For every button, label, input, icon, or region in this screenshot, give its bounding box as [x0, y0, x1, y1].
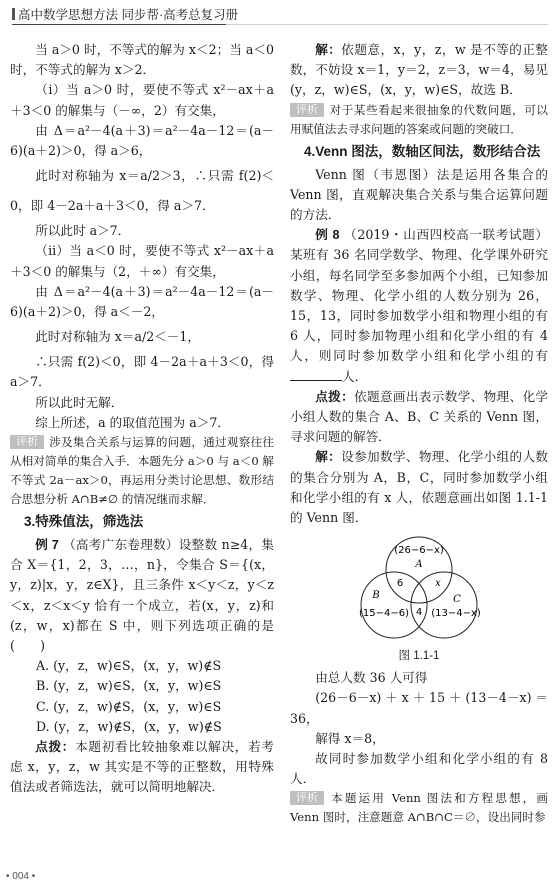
hint-8	[290, 387, 548, 448]
left-line-4: 此时对称轴为 x＝a/2＞3，∴只需 f(2)＜0，即 4－2a＋a＋3＜0，得 a＞7．	[10, 168, 274, 214]
conclusion: 故同时参加数学小组和化学小组的有 8 人．	[290, 751, 548, 787]
option-b: B. (y，z，w)∈S，(x，y，w)∈S	[36, 678, 222, 694]
example-8	[290, 225, 548, 387]
left-line-9: ∴只需 f(2)＜0，即 4－2a＋a＋3＜0，得 a＞7．	[10, 354, 274, 390]
solution-8	[290, 447, 548, 528]
running-header	[12, 6, 239, 25]
left-line-3: 由 Δ＝a²－4(a＋3)＝a²－4a－12＝(a－6)(a＋2)＞0，得 a＞6，	[10, 122, 274, 159]
hint-7-text: 本题初看比较抽象难以解决，若考虑 x，y，z，w 其实是不等的正整数，用特殊值法或者筛选法，就可以简明地解决．	[10, 739, 275, 795]
calc-line-1: 由总人数 36 人可得	[315, 670, 428, 686]
example-8-text: 某班有 36 名同学数学、物理、化学课外研究小组，每名同学至多参加两个小组，已知参加数学、物理、化学小组的人数分别为 26，15，13，同时参加数学小组和物理小组的有 6 人，同时参加物理小组和化学小组的有 4 人，则同时参加数学小组和化学小组的有	[290, 247, 548, 364]
left-column	[10, 40, 274, 798]
ab-count-label: 6	[396, 578, 404, 590]
left-line-5: 所以此时 a＞7．	[35, 223, 131, 239]
b-name-label: B	[372, 590, 380, 602]
analysis-tag: 评析	[10, 435, 44, 449]
header-rule	[226, 24, 548, 25]
solution-8-text: 设参加数学、物理、化学小组的人数的集合分别为 A，B，C，同时参加数学小组和化学小组的有 x 人，依题意画出如图 1.1-1 的 Venn 图．	[290, 449, 549, 526]
left-line-6: （ⅱ）当 a＜0 时，要使不等式 x²－ax＋a＋3＜0 的解集与（2，＋∞）有交集，	[10, 243, 274, 279]
header-title: 高中数学思想方法 同步帮·高考总复习册	[18, 8, 239, 22]
hint-8-label: 点拨：	[315, 389, 355, 404]
right-analysis-2	[290, 789, 548, 827]
calc-line-3: 解得 x＝8，	[315, 730, 385, 746]
circle-c	[411, 572, 477, 638]
circle-b	[358, 572, 427, 638]
analysis-text-3: 本题运用 Venn 图法和方程思想，画 Venn 图时，注意题意 A∩B∩C＝∅，设出同时参	[290, 791, 548, 825]
answer-blank	[290, 368, 342, 381]
c-count-label: (13−4−x)	[431, 608, 481, 620]
solution-7-label: 解：	[315, 43, 342, 57]
solution-8-label: 解：	[315, 450, 342, 465]
left-line-7: 由 Δ＝a²－4(a＋3)＝a²－4a－12＝(a－6)(a＋2)＞0，得 a＜－2，	[10, 283, 274, 320]
right-column	[290, 40, 548, 827]
example-7-source: （高考广东卷理数）	[63, 537, 179, 553]
hint-7	[10, 737, 274, 798]
bc-count-label: 4	[415, 607, 423, 619]
solution-7-text: 依题意，x，y，z，w 是不等的正整数，不妨设 x＝1，y＝2，z＝3，w＝4，易见(y，z，w)∈S，(x，y，w)∈S，故选 B．	[290, 42, 548, 98]
left-line-1: 当 a＞0 时，不等式的解为 x＜2；当 a＜0 时，不等式的解为 x＞2．	[10, 42, 274, 78]
example-8-label: 例 8	[315, 228, 340, 243]
solution-7	[290, 40, 548, 101]
hint-8-text: 依题意画出表示数学、物理、化学小组人数的集合 A、B、C 关系的 Venn 图，寻求问题的解答．	[290, 388, 549, 445]
venn-intro: Venn 图（韦恩图）法是运用各集合的 Venn 图，直观解决集合关系与集合运算问题的方法．	[290, 166, 548, 223]
option-d: D. (y，z，w)∉S，(x，y，w)∉S	[36, 718, 222, 734]
calc-line-2: (26－6－x)＋x＋15＋(13－4－x)＝36，	[290, 690, 548, 726]
ac-count-label: x	[435, 578, 441, 590]
analysis-tag-2: 评析	[290, 103, 324, 117]
header-bar-icon	[12, 8, 15, 20]
option-a: A. (y，z，w)∈S，(x，y，w)∉S	[36, 658, 222, 674]
left-line-10: 所以此时无解．	[35, 394, 124, 410]
analysis-text: 涉及集合关系与运算的问题，通过观察往往从相对简单的集合入手．本题先分 a＞0 与 a＜0 解不等式 2a－ax＞0，再运用分类讨论思想、数形结合思想分析 A∩B≠∅ 的情况继而求解．	[10, 435, 274, 507]
venn-diagram	[344, 534, 494, 646]
figure-caption: 图 1.1-1	[398, 650, 440, 663]
section-3-heading: 3.特殊值法，筛选法	[24, 514, 144, 530]
analysis-tag-3: 评析	[290, 791, 324, 805]
a-count-label: (26−6−x)	[394, 545, 444, 557]
page-number: • 004 •	[6, 871, 36, 882]
hint-7-label: 点拨：	[35, 740, 76, 755]
a-name-label: A	[415, 559, 423, 571]
b-count-label: (15−4−6)	[358, 608, 410, 620]
right-analysis	[290, 101, 548, 139]
option-c: C. (y，z，w)∉S，(x，y，w)∈S	[36, 698, 222, 714]
example-7	[10, 535, 274, 656]
section-4-heading: 4.Venn 图法，数轴区间法，数形结合法	[304, 143, 541, 159]
c-name-label: C	[453, 594, 461, 606]
example-8-source: （2019・山西四校高一联考试题）	[344, 227, 548, 243]
left-analysis	[10, 433, 274, 509]
left-line-11: 综上所述，a 的取值范围为 a＞7．	[35, 414, 230, 430]
example-7-label: 例 7	[35, 538, 59, 553]
analysis-text-2: 对于某些看起来很抽象的代数问题，可以用赋值法去寻求问题的答案或问题的突破口．	[290, 102, 548, 136]
example-7-text: 设整数 n≥4，集合 X＝{1，2，3，…，n}，令集合 S＝{(x，y，z)|x，y，z∈X}，且三条件 x＜y＜z，y＜z＜x，z＜x＜y 恰有一个成立，若(x，y，z)和(z，w，x)都在 S 中，则下列选项正确的是( )	[10, 537, 274, 654]
left-line-8: 此时对称轴为 x＝a/2＜－1，	[35, 329, 201, 345]
example-8-tail: 人．	[342, 368, 368, 384]
left-line-2: （ⅰ）当 a＞0 时，要使不等式 x²－ax＋a＋3＜0 的解集与（－∞，2）有交集，	[10, 82, 274, 118]
